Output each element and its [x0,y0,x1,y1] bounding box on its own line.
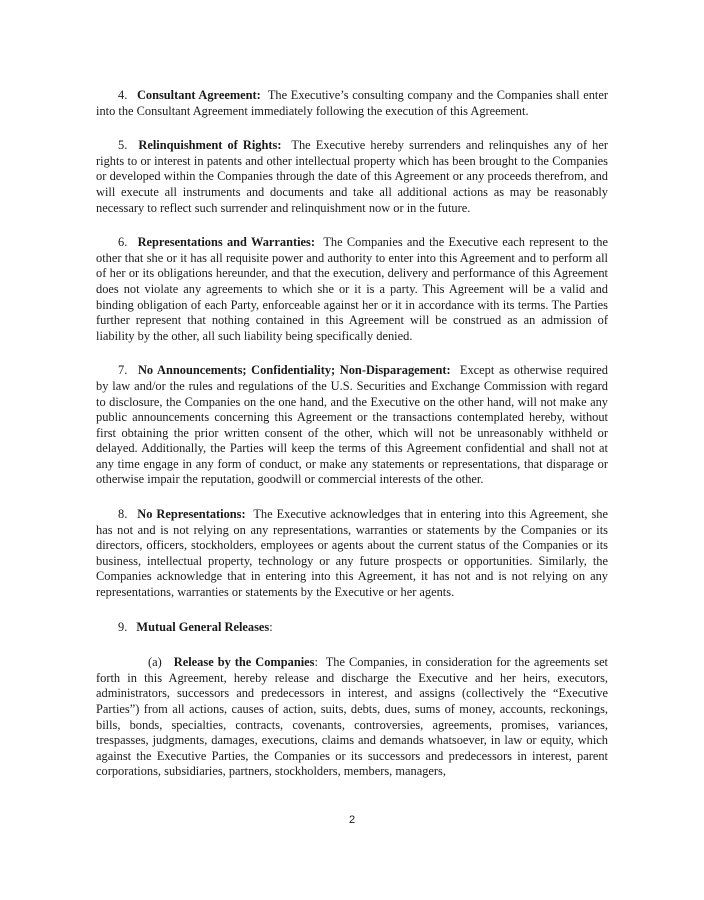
section-8: 8. No Representations: The Executive acknowledges that in entering into this Agreement, she has not and is not relying on any representations, warranties or statements by the Companies or its directors, officers, stockholders, employees or agents about the current status of the Companies or its business, intellectual property, technology or any future prospects or opportunities. Similarly, the Companies acknowledge that in entering into this Agreement, it has not and is not relying on any representations, warranties or statements by the Executive or her agents. [96,507,608,600]
subsection-9a: (a) Release by the Companies: The Companies, in consideration for the agreements set forth in this Agreement, hereby release and discharge the Executive and her heirs, executors, administrators, successors and predecessors in interest, and assigns (collectively the “Executive Parties”) from all actions, causes of action, suits, debts, dues, sums of money, accounts, reckonings, bills, bonds, specialties, contracts, covenants, controversies, agreements, promises, variances, trespasses, judgments, damages, executions, claims and demands whatsoever, in law or equity, which against the Executive Parties, the Companies or its successors and predecessors in interest, parent corporations, subsidiaries, partners, stockholders, members, managers, [96,655,609,779]
subsection-heading: Release by the Companies [173,655,315,670]
section-number: 5. [118,138,128,153]
subsection-number: (a) [148,655,162,670]
section-text: The Executive hereby surrenders and relinquishes any of her rights to or interest in patents and other intellectual property which has been brought to the Companies or developed within the Companies through the date of this Agreement or any proceeds therefrom, and will execute all instruments and documents and take all additional actions as may be reasonably necessary to reflect such surrender and relinquishment now or in the future. [96,138,608,215]
section-9: 9. Mutual General Releases: [118,619,273,634]
section-7: 7. No Announcements; Confidentiality; Non-Disparagement: Except as otherwise required by law and/or the rules and regulations of the U.S. Securities and Exchange Commission with regard to disclosure, the Companies on the one hand, and the Executive on the other hand, will not make any public announcements concerning this Agreement or the transactions contemplated hereby, without first obtaining the prior written consent of the other, which will not be unreasonably withheld or delayed. Additionally, the Parties will keep the terms of this Agreement confidential and shall not at any time engage in any form of conduct, or make any statements or representations, that disparage or otherwise impair the reputation, goodwill or commercial interests of the other. [96,363,608,487]
section-number: 7. [118,363,128,378]
section-heading: No Representations [137,507,242,522]
page-number: 2 [348,814,356,826]
section-text: Except as otherwise required by law and/or the rules and regulations of the U.S. Securities and Exchange Commission with regard to disclosure, the Companies on the one hand, and the Executive on the other hand, will not make any public announcements concerning this Agreement or the transactions contemplated hereby, without first obtaining the prior written consent of the other, which will not be unreasonably withheld or delayed. Additionally, the Parties will keep the terms of this Agreement confidential and shall not at any time engage in any form of conduct, or make any statements or representations, that disparage or otherwise impair the reputation, goodwill or commercial interests of the other. [96,363,608,487]
section-heading: Consultant Agreement [136,88,257,102]
section-heading: Representations and Warranties [137,235,311,250]
section-heading: Mutual General Releases [136,619,270,634]
section-heading: No Announcements; Confidentiality; Non-Disparagement [137,363,447,378]
section-6: 6. Representations and Warranties: The Companies and the Executive each represent to the other that she or it has all requisite power and authority to enter into this Agreement and to perform all of her or its obligations hereunder, and that the execution, delivery and performance of this Agreement does not violate any agreements to which she or it is a party. This Agreement will be a valid and binding obligation of each Party, enforceable against her or it in accordance with its terms. The Parties further represent that nothing contained in this Agreement will be construed as an admission of liability by the other, all such liability being specifically denied. [96,235,608,343]
section-number: 9. [118,619,128,634]
section-4: 4. Consultant Agreement: The Executive’s consulting company and the Companies shall enter into the Consultant Agreement immediately following the execution of this Agreement. [96,88,608,118]
subsection-text: The Companies, in consideration for the agreements set forth in this Agreement, hereby release and discharge the Executive and her heirs, executors, administrators, successors and predecessors in interest, and assigns (collectively the “Executive Parties”) from all actions, causes of action, suits, debts, dues, sums of money, accounts, reckonings, bills, bonds, specialties, contracts, covenants, controversies, agreements, promises, variances, trespasses, judgments, damages, executions, claims and demands whatsoever, in law or equity, which against the Executive Parties, the Companies or its successors and predecessors in interest, parent corporations, subsidiaries, partners, stockholders, members, managers, [96,655,609,779]
section-text: The Executive’s consulting company and the Companies shall enter into the Consultant Agreement immediately following the execution of this Agreement. [96,88,608,118]
section-number: 4. [118,88,128,102]
section-5: 5. Relinquishment of Rights: The Executive hereby surrenders and relinquishes any of her rights to or interest in patents and other intellectual property which has been brought to the Companies or developed within the Companies through the date of this Agreement or any proceeds therefrom, and will execute all instruments and documents and take all additional actions as may be reasonably necessary to reflect such surrender and relinquishment now or in the future. [96,138,608,215]
section-number: 8. [118,507,128,522]
section-text: The Companies and the Executive each represent to the other that she or it has all requisite power and authority to enter into this Agreement and to perform all of her or its obligations hereunder, and that the execution, delivery and performance of this Agreement does not violate any agreements to which she or it is a party. This Agreement will be a valid and binding obligation of each Party, enforceable against her or it in accordance with its terms. The Parties further represent that nothing contained in this Agreement will be construed as an admission of liability by the other, all such liability being specifically denied. [96,235,608,343]
section-number: 6. [118,235,128,250]
section-text: The Executive acknowledges that in entering into this Agreement, she has not and is not relying on any representations, warranties or statements by the Companies or its directors, officers, stockholders, employees or agents about the current status of the Companies or its business, intellectual property, technology or any future prospects or opportunities. Similarly, the Companies acknowledge that in entering into this Agreement, it has not and is not relying on any representations, warranties or statements by the Executive or her agents. [96,507,608,600]
section-heading: Relinquishment of Rights [138,138,278,153]
